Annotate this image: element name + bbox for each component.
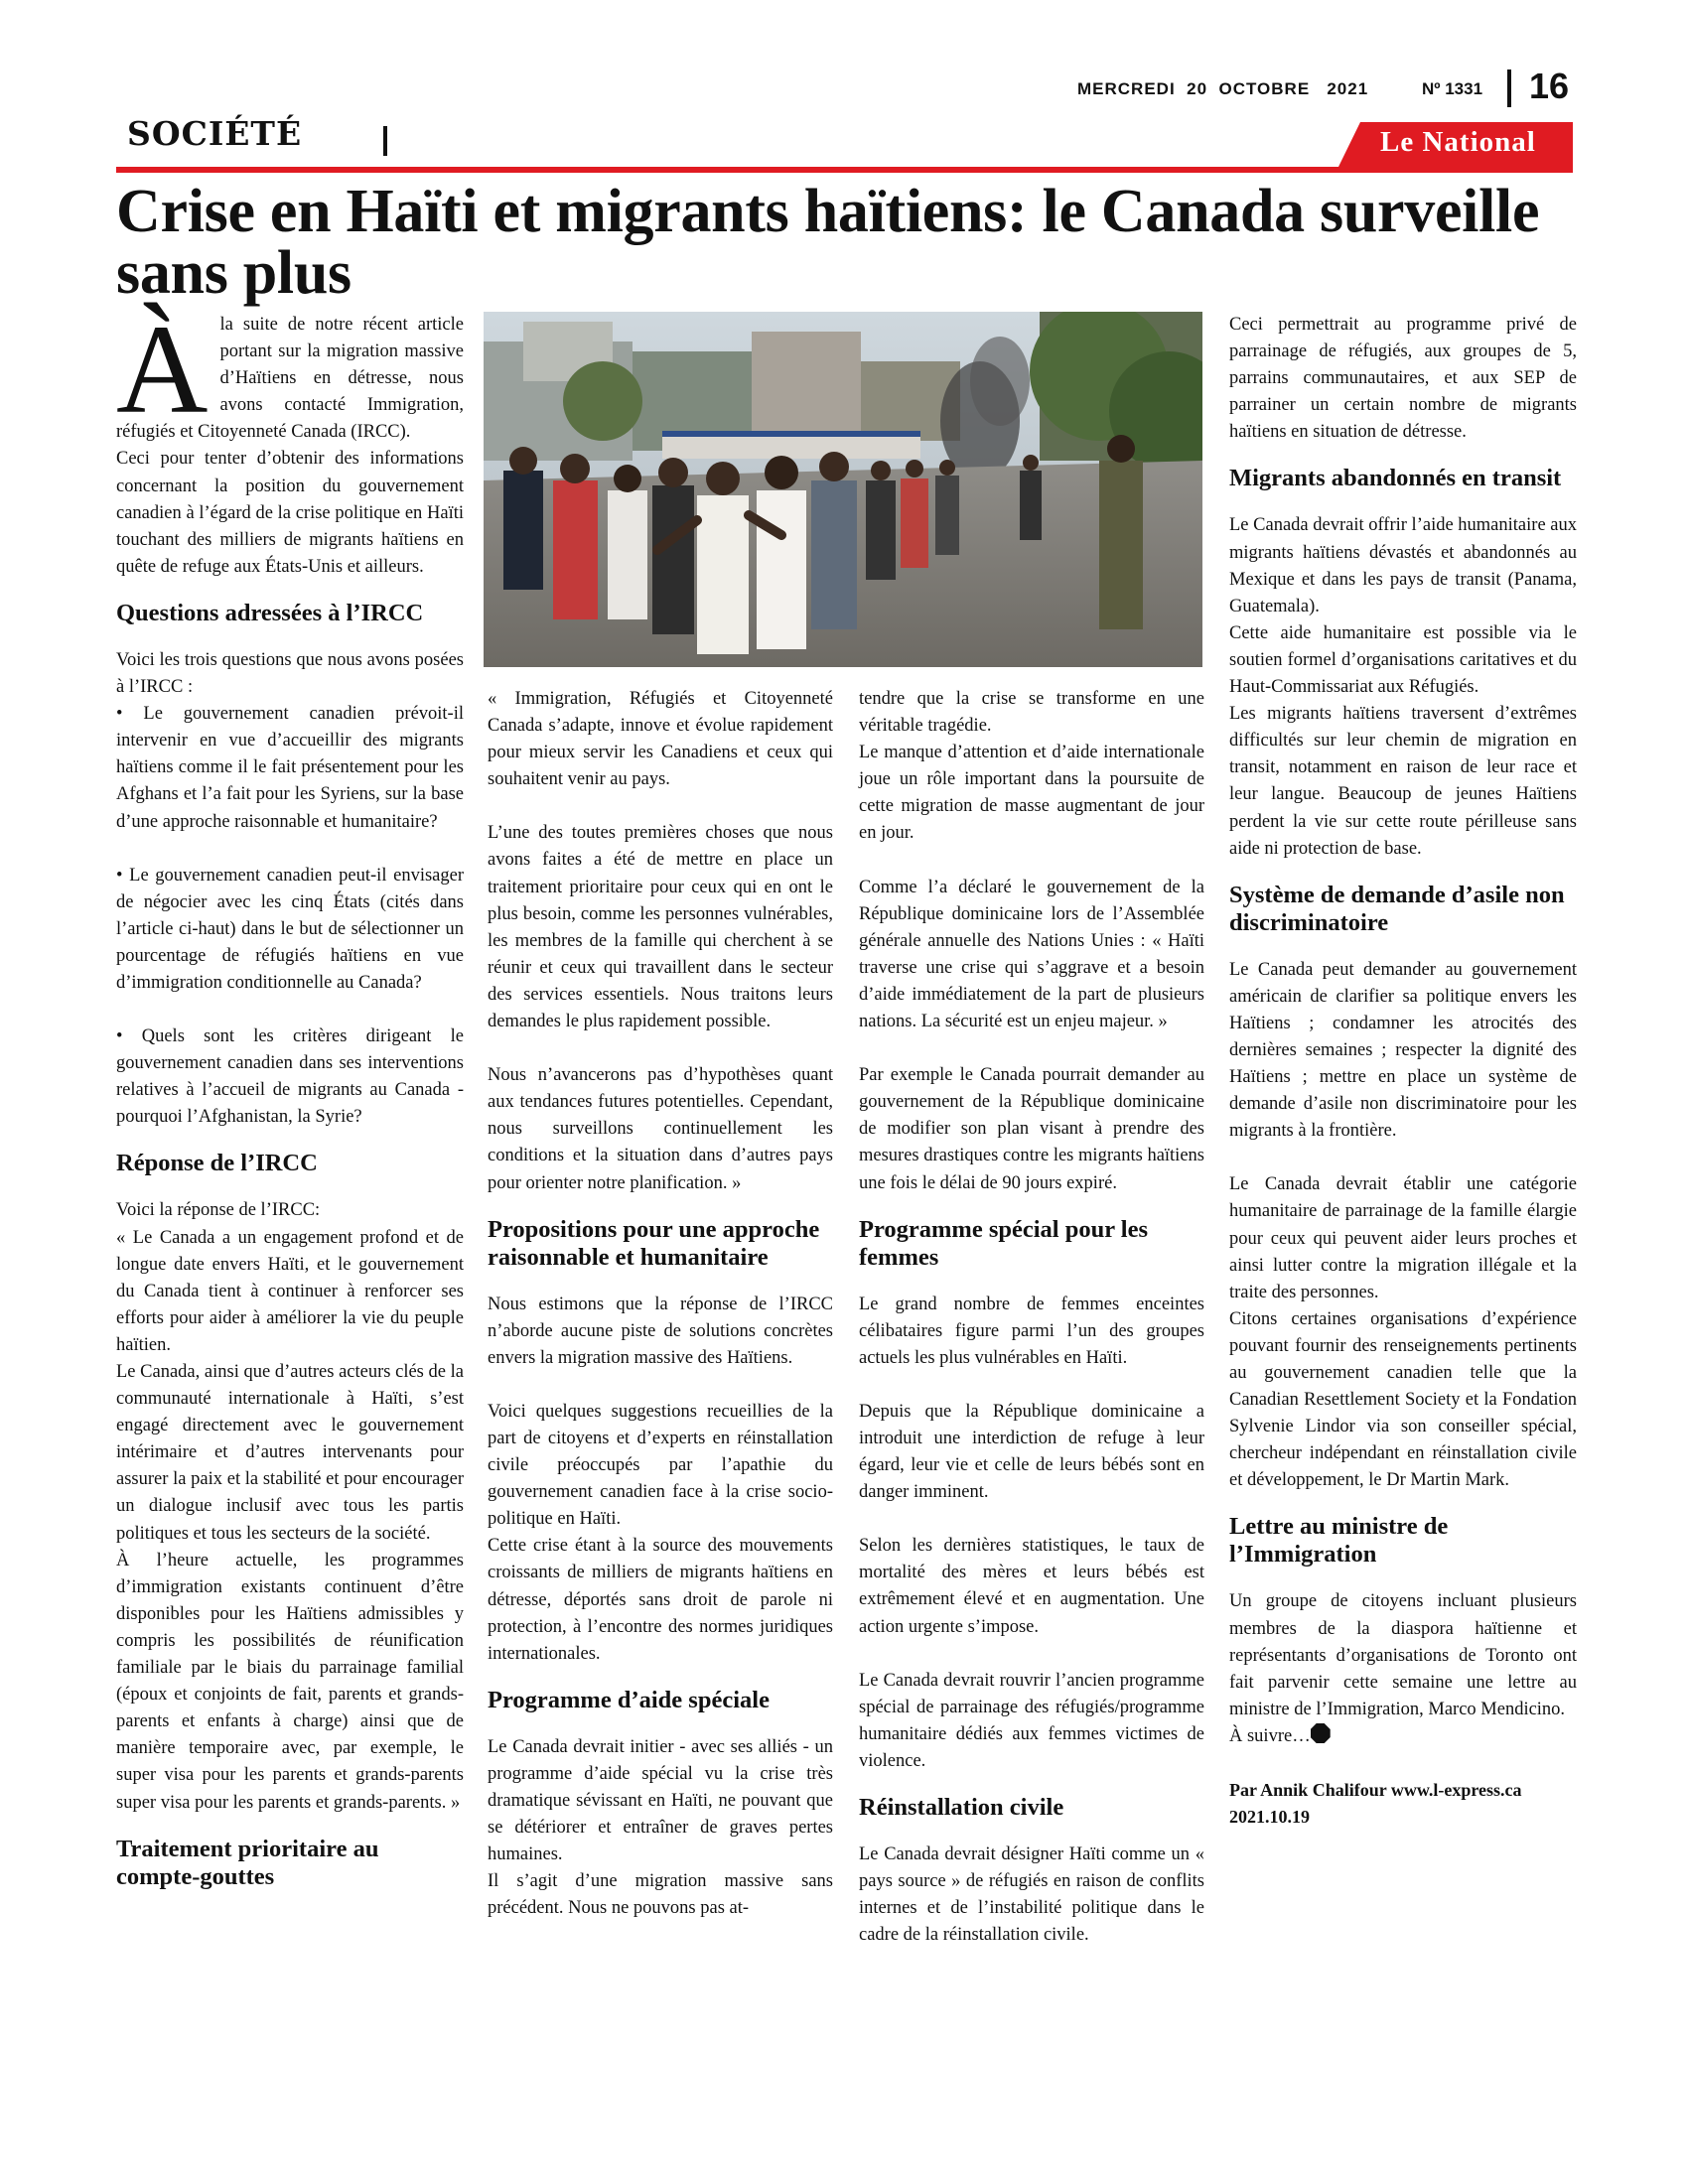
- byline-date: 2021.10.19: [1229, 1807, 1310, 1828]
- paragraph: Le Canada devrait initier - avec ses alliés - un programme d’aide spécial vu la crise très dramatique sévissant en Haïti, ne pouvant que se détériorer et entraîner de graves pertes humaines.: [488, 1736, 833, 1865]
- question-text: Le gouvernement canadien prévoit-il intervenir en vue d’accueillir des migrants haïtiens comme il le fait présentement pour les Afghans et l’a fait pour les Syriens, sur la base d’une approche raisonnable et humanitaire?: [116, 704, 464, 832]
- byline-author: Par Annik Chalifour www.l-express.ca: [1229, 1780, 1522, 1801]
- section-title: SOCIÉTÉ: [127, 114, 303, 153]
- issue-number: Nº 1331: [1422, 79, 1483, 98]
- paragraph: « Le Canada a un engagement profond et de longue date envers Haïti, et le gouvernement du Canada tient à continuer à renforcer ses efforts pour aider à améliorer la vie du peuple haïtien.: [116, 1227, 464, 1355]
- question-3: [116, 1024, 464, 1131]
- paragraph: Le Canada, ainsi que d’autres acteurs clés de la communauté internationale à Haïti, s’est engagé directement avec le gouvernement intérimaire et d’autres intervenants pour assurer la paix et la stabilité et pour encourager un dialogue inclusif avec tous les partis politiques et tous les secteurs de la société.: [116, 1362, 464, 1544]
- article-headline: Crise en Haïti et migrants haïtiens: le Canada surveille sans plus: [116, 178, 1540, 307]
- paragraph: Le manque d’attention et d’aide internationale joue un rôle important dans la poursuite de cette migration de masse augmentant de jour en jour.: [859, 743, 1204, 844]
- paragraph: Voici quelques suggestions recueillies de la part de citoyens et d’experts en réinstallation civile préoccupés par l’apathie du gouvernement canadien face à la crise socio-politique en Haïti.: [488, 1401, 833, 1530]
- page-number: 16: [1529, 66, 1570, 106]
- bullet-icon: •: [116, 865, 123, 886]
- paragraph: Le Canada devrait désigner Haïti comme un « pays source » de réfugiés en raison de conflits internes et de l’instabilité politique dans le cadre de la réinstallation civile.: [859, 1844, 1204, 1946]
- byline: [1229, 1777, 1577, 1831]
- paragraph: Voici la réponse de l’IRCC:: [116, 1200, 321, 1221]
- header-red-rule: [116, 167, 1573, 173]
- subheading-asile: Système de demande d’asile non discriminatoire: [1229, 881, 1565, 936]
- paragraph: Par exemple le Canada pourrait demander au gouvernement de la République dominicaine de modifier son plan visant à prendre des mesures drastiques contre les migrants haïtiens une fois le délai de 90 jours expiré.: [859, 1065, 1204, 1193]
- question-1: [116, 701, 464, 835]
- drop-cap: À: [116, 299, 209, 440]
- paragraph: L’une des toutes premières choses que nous avons faites a été de mettre en place un traitement prioritaire pour ceux qui en ont le plus besoin, comme les personnes vulnérables, les membres de la famille qui cherchent à se réunir et ceux qui travaillent dans le secteur des services essentiels. Nous traitons leurs demandes le plus rapidement possible.: [488, 823, 833, 1032]
- paragraph: Voici les trois questions que nous avons posées à l’IRCC :: [116, 649, 464, 698]
- column-1: [116, 299, 465, 1911]
- bullet-icon: •: [116, 1026, 123, 1047]
- header-divider: [1507, 69, 1511, 107]
- paragraph: Nous n’avancerons pas d’hypothèses quant aux tendances futures potentielles. Cependant, nous surveillons continuellement les conditions et la situation dans d’autres pays pour orienter notre planification. »: [488, 1065, 833, 1193]
- subheading-questions: Questions adressées à l’IRCC: [116, 599, 424, 626]
- subheading-femmes: Programme spécial pour les femmes: [859, 1215, 1149, 1271]
- paragraph: tendre que la crise se transforme en une véritable tragédie.: [859, 689, 1204, 737]
- paragraph: Il s’agit d’une migration massive sans précédent. Nous ne pouvons pas at-: [488, 1871, 833, 1919]
- subheading-propositions: Propositions pour une approche raisonnable et humanitaire: [488, 1215, 820, 1271]
- paragraph: Ceci permettrait au programme privé de parrainage de réfugiés, aux groupes de 5, parrains communautaires, et aux SEP de parrainer un certain nombre de migrants haïtiens en situation de détresse.: [1229, 315, 1577, 443]
- paragraph: « Immigration, Réfugiés et Citoyenneté Canada s’adapte, innove et évolue rapidement pour mieux servir les Canadiens et ceux qui souhaitent venir au pays.: [488, 689, 833, 790]
- issue-date: MERCREDI 20 OCTOBRE 2021: [1077, 79, 1369, 98]
- paragraph: Comme l’a déclaré le gouvernement de la République dominicaine lors de l’Assemblée générale annuelle des Nations Unies : « Haïti traverse une crise qui s’aggrave et a besoin d’aide immédiatement de la part de plusieurs nations. La sécurité est un enjeu majeur. »: [859, 877, 1204, 1032]
- article-photo: [484, 312, 1202, 667]
- question-text: Le gouvernement canadien peut-il envisager de négocier avec les cinq États (cités dans l’article ci-haut) dans le but de sélectionner un pourcentage de réfugiés haïtiens en vue d’immigration conditionnelle au Canada?: [116, 865, 464, 993]
- street-protest-photo: [484, 312, 1202, 667]
- subheading-reponse: Réponse de l’IRCC: [116, 1150, 318, 1177]
- paragraph: Nous estimons que la réponse de l’IRCC n’aborde aucune piste de solutions concrètes envers la migration massive des Haïtiens.: [488, 1294, 833, 1368]
- subheading-lettre: Lettre au ministre de l’Immigration: [1229, 1513, 1449, 1569]
- paragraph: Depuis que la République dominicaine a introduit une interdiction de refuge à leur égard, leur vie et celle de leurs bébés sont en danger imminent.: [859, 1401, 1204, 1503]
- question-2: [116, 863, 464, 997]
- subheading-aide-speciale: Programme d’aide spéciale: [488, 1686, 770, 1713]
- bullet-icon: •: [116, 704, 123, 725]
- paragraph: Citons certaines organisations d’expérience pouvant fournir des renseignements pertinents au gouvernement canadien telle que la Canadian Resettlement Society et la Fondation Sylvenie Lindor via son conseiller spécial, chercheur indépendant en réinstallation civile et développement, le Dr Martin Mark.: [1229, 1308, 1577, 1491]
- subheading-reinstallation: Réinstallation civile: [859, 1794, 1064, 1821]
- lead-text: la suite de notre récent article portant sur la migration massive d’Haïtiens en détresse, nous avons contacté Immigration, réfugiés et Citoyenneté Canada (IRCC).: [116, 315, 464, 443]
- paragraph: Cette aide humanitaire est possible via le soutien formel d’organisations caritatives et du Haut-Commissariat aux Réfugiés.: [1229, 622, 1577, 698]
- column-3: [859, 686, 1204, 1949]
- paragraph: Le Canada devrait rouvrir l’ancien programme spécial de parrainage des réfugiés/programme humanitaire dédiés aux femmes victimes de violence.: [859, 1670, 1204, 1771]
- paragraph: À l’heure actuelle, les programmes d’immigration existants continuent d’être disponibles pour les Haïtiens admissibles y compris les possibilités de réunification familiale par le biais du parrainage familial (époux et conjoints de fait, parents et grands-parents et enfants à charge) ainsi que de manière temporaire avec, par exemple, le super visa pour les parents et grands-parents super visa pour les parents et grands-parents. »: [116, 1550, 464, 1813]
- paragraph: Le Canada peut demander au gouvernement américain de clarifier sa politique envers les Haïtiens ; condamner les atrocités des dernières semaines ; respecter la dignité des Haïtiens ; mettre en place un système de demande d’asile non discriminatoire pour les migrants à la frontière.: [1229, 959, 1577, 1142]
- paragraph: Cette crise étant à la source des mouvements croissants de milliers de migrants haïtiens en détresse, déportés sans droit de parole ni protection, à l’encontre des normes juridiques internationales.: [488, 1536, 833, 1664]
- newspaper-brand: Le National: [1380, 126, 1536, 158]
- subheading-transit: Migrants abandonnés en transit: [1229, 465, 1562, 492]
- lead-paragraph: [116, 299, 464, 446]
- paragraph: Le Canada devrait établir une catégorie humanitaire de parrainage de la famille élargie pour ceux qui peuvent aider leurs proches et ainsi lutter contre la migration illégale et la traite des personnes.: [1229, 1174, 1577, 1302]
- paragraph: Le grand nombre de femmes enceintes célibataires figure parmi l’un des groupes actuels les plus vulnérables en Haïti.: [859, 1294, 1204, 1368]
- paragraph: Les migrants haïtiens traversent d’extrêmes difficultés sur leur chemin de migration en transit, notamment en raison de leur race et leur langue. Beaucoup de jeunes Haïtiens perdent la vie sur cette route périlleuse sans aide ni protection de base.: [1229, 704, 1577, 859]
- end-mark-icon: [1311, 1723, 1331, 1743]
- column-2: [488, 686, 833, 1922]
- to-be-continued-text: À suivre…: [1229, 1725, 1311, 1746]
- paragraph: Le Canada devrait offrir l’aide humanitaire aux migrants haïtiens dévastés et abandonnés au Mexique et dans les pays de transit (Panama, Guatemala).: [1229, 515, 1577, 616]
- paragraph: Ceci pour tenter d’obtenir des informations concernant la position du gouvernement canadien à l’égard de la crise politique en Haïti touchant des milliers de migrants haïtiens en quête de refuge aux États-Unis et ailleurs.: [116, 449, 464, 577]
- paragraph: Un groupe de citoyens incluant plusieurs membres de la diaspora haïtienne et représentants d’organisations de Toronto ont fait parvenir cette semaine une lettre au ministre de l’Immigration, Marco Mendicino.: [1229, 1591, 1577, 1719]
- subheading-traitement: Traitement prioritaire au compte-gouttes: [116, 1835, 379, 1890]
- paragraph: Selon les dernières statistiques, le taux de mortalité des mères et leurs bébés est extrêmement élevé et en augmentation. Une action urgente s’impose.: [859, 1536, 1204, 1637]
- to-be-continued: [1229, 1723, 1577, 1750]
- section-divider: [383, 126, 387, 156]
- column-4: [1229, 312, 1577, 1831]
- question-text: Quels sont les critères dirigeant le gouvernement canadien dans ses interventions relatives à l’accueil de migrants au Canada - pourquoi l’Afghanistan, la Syrie?: [116, 1026, 465, 1128]
